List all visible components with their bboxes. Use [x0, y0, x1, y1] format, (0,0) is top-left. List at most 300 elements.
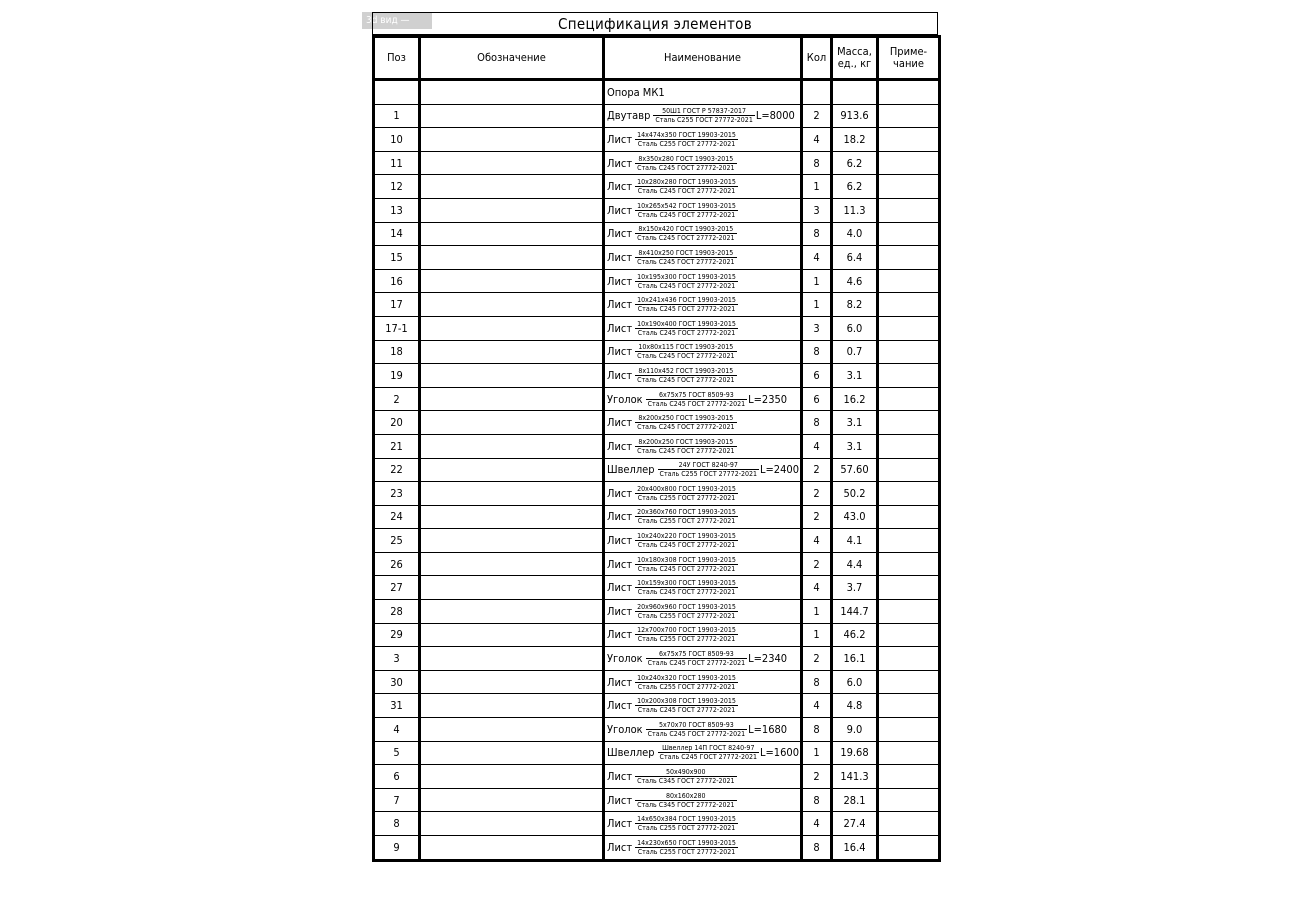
- cell-name: [604, 340, 802, 364]
- item-kind: Лист: [607, 699, 633, 713]
- table-row: [374, 623, 940, 647]
- col-header-pos: Поз: [374, 37, 420, 80]
- cell-note: [878, 128, 940, 152]
- cell-name: [604, 576, 802, 600]
- cell-qty: 6: [802, 364, 832, 388]
- item-profile: 20x960x960 ГОСТ 19903-2015: [637, 602, 736, 611]
- table-row: [374, 741, 940, 765]
- item-length: L=8000: [755, 109, 795, 123]
- cell-designation: [420, 293, 604, 317]
- cell-name: [604, 765, 802, 789]
- header-row: [374, 37, 940, 80]
- cell-designation: [420, 600, 604, 624]
- cell-qty: 2: [802, 647, 832, 671]
- cell-mass: 16.1: [832, 647, 878, 671]
- item-profile: 8x200x250 ГОСТ 19903-2015: [638, 437, 734, 446]
- item-material: Сталь С255 ГОСТ 27772-2021: [635, 611, 738, 620]
- cell-name: [604, 175, 802, 199]
- item-kind: Лист: [607, 486, 633, 500]
- item-material: Сталь С245 ГОСТ 27772-2021: [635, 304, 738, 313]
- item-material: Сталь С245 ГОСТ 27772-2021: [637, 375, 735, 384]
- cell-note: [878, 222, 940, 246]
- cell-qty: 1: [802, 623, 832, 647]
- table-row: [374, 411, 940, 435]
- item-profile: 10x190x400 ГОСТ 19903-2015: [637, 319, 736, 328]
- cell-pos: 2: [374, 387, 420, 411]
- item-spec: [635, 414, 736, 431]
- cell-name: [604, 151, 802, 175]
- item-profile: 10x80x115 ГОСТ 19903-2015: [638, 343, 734, 352]
- cell-mass: 6.2: [832, 151, 878, 175]
- item-kind: Лист: [607, 156, 633, 170]
- cell-designation: [420, 647, 604, 671]
- cell-qty: 2: [802, 552, 832, 576]
- cell-mass: 43.0: [832, 505, 878, 529]
- cell-note: [878, 647, 940, 671]
- table-row: [374, 482, 940, 506]
- item-spec: [635, 603, 738, 620]
- cell-pos: 8: [374, 812, 420, 836]
- table-row: [374, 222, 940, 246]
- cell-designation: [420, 151, 604, 175]
- table-row: [374, 434, 940, 458]
- cell-note: [878, 718, 940, 742]
- table-row: [374, 836, 940, 861]
- item-profile: 8x200x250 ГОСТ 19903-2015: [638, 414, 734, 423]
- cell-name: [604, 623, 802, 647]
- item-material: Сталь С245 ГОСТ 27772-2021: [635, 210, 738, 219]
- cell-note: [878, 411, 940, 435]
- cell-note: [878, 836, 940, 861]
- item-material: Сталь С255 ГОСТ 27772-2021: [635, 516, 738, 525]
- table-row: [374, 694, 940, 718]
- item-material: Сталь С255 ГОСТ 27772-2021: [659, 470, 757, 479]
- cell-name: [604, 505, 802, 529]
- col-header-note: Приме- чание: [878, 37, 940, 80]
- cell-note: [878, 670, 940, 694]
- item-spec: [658, 744, 759, 761]
- cell-pos: 14: [374, 222, 420, 246]
- cell-pos: 7: [374, 788, 420, 812]
- cell-qty: 6: [802, 387, 832, 411]
- cell-mass: 4.8: [832, 694, 878, 718]
- table-row: [374, 788, 940, 812]
- item-profile: 10x240x220 ГОСТ 19903-2015: [637, 532, 736, 541]
- cell-pos: 3: [374, 647, 420, 671]
- item-kind: Лист: [607, 534, 633, 548]
- cell-note: [878, 741, 940, 765]
- item-profile: 80x160x280: [666, 791, 706, 800]
- item-profile: 8x410x250 ГОСТ 19903-2015: [638, 248, 734, 257]
- cell-name: [604, 387, 802, 411]
- table-row: [374, 387, 940, 411]
- cell-pos: 4: [374, 718, 420, 742]
- cell-mass: 6.4: [832, 246, 878, 270]
- cell-note: [878, 80, 940, 105]
- cell-pos: 21: [374, 434, 420, 458]
- col-header-name: Наименование: [604, 37, 802, 80]
- cell-note: [878, 104, 940, 128]
- cell-qty: 8: [802, 718, 832, 742]
- item-length: L=1600: [760, 746, 799, 760]
- item-material: Сталь С245 ГОСТ 27772-2021: [635, 281, 738, 290]
- table-row: [374, 505, 940, 529]
- item-spec: [635, 296, 738, 313]
- table-row: [374, 128, 940, 152]
- cell-designation: [420, 80, 604, 105]
- specification-table: [372, 35, 941, 862]
- item-spec: [635, 225, 736, 242]
- item-spec: [635, 131, 738, 148]
- cell-pos: 20: [374, 411, 420, 435]
- item-kind: Лист: [607, 203, 633, 217]
- cell-name: [604, 647, 802, 671]
- cell-qty: 8: [802, 151, 832, 175]
- item-spec: [635, 815, 738, 832]
- cell-mass: 28.1: [832, 788, 878, 812]
- item-kind: Лист: [607, 817, 633, 831]
- cell-pos: 30: [374, 670, 420, 694]
- item-material: Сталь С255 ГОСТ 27772-2021: [635, 493, 738, 502]
- cell-qty: 4: [802, 812, 832, 836]
- cell-mass: 4.6: [832, 269, 878, 293]
- cell-mass: [832, 80, 878, 105]
- item-material: Сталь С245 ГОСТ 27772-2021: [635, 705, 738, 714]
- item-spec: [635, 249, 736, 266]
- item-spec: [635, 343, 736, 360]
- item-profile: 12x700x700 ГОСТ 19903-2015: [637, 626, 736, 635]
- cell-name: [604, 600, 802, 624]
- cell-note: [878, 151, 940, 175]
- cell-designation: [420, 104, 604, 128]
- cell-qty: 4: [802, 576, 832, 600]
- item-kind: Лист: [607, 368, 633, 382]
- cell-note: [878, 387, 940, 411]
- cell-pos: 12: [374, 175, 420, 199]
- item-spec: [635, 485, 738, 502]
- item-spec: [635, 178, 738, 195]
- cell-qty: 2: [802, 482, 832, 506]
- cell-qty: 2: [802, 505, 832, 529]
- cell-note: [878, 269, 940, 293]
- cell-name: [604, 198, 802, 222]
- item-material: Сталь С245 ГОСТ 27772-2021: [659, 753, 757, 762]
- table-row: [374, 529, 940, 553]
- cell-qty: 1: [802, 175, 832, 199]
- item-material: Сталь С255 ГОСТ 27772-2021: [635, 634, 738, 643]
- cell-note: [878, 812, 940, 836]
- item-spec: [635, 556, 738, 573]
- cell-pos: 18: [374, 340, 420, 364]
- item-material: Сталь С245 ГОСТ 27772-2021: [647, 659, 746, 668]
- cell-note: [878, 529, 940, 553]
- cell-mass: 913.6: [832, 104, 878, 128]
- cell-mass: 16.4: [832, 836, 878, 861]
- item-kind: Уголок: [607, 722, 643, 736]
- cell-name: [604, 482, 802, 506]
- item-profile: 10x180x308 ГОСТ 19903-2015: [637, 555, 736, 564]
- cell-qty: [802, 80, 832, 105]
- item-kind: Лист: [607, 274, 633, 288]
- item-kind: Уголок: [607, 652, 643, 666]
- item-material: Сталь С245 ГОСТ 27772-2021: [637, 163, 735, 172]
- table-row: [374, 600, 940, 624]
- cell-pos: 25: [374, 529, 420, 553]
- item-profile: 10x241x436 ГОСТ 19903-2015: [637, 296, 736, 305]
- cell-note: [878, 600, 940, 624]
- cell-mass: 11.3: [832, 198, 878, 222]
- cell-designation: [420, 529, 604, 553]
- cell-pos: 13: [374, 198, 420, 222]
- item-kind: Двутавр: [607, 109, 651, 123]
- cell-note: [878, 458, 940, 482]
- cell-mass: 141.3: [832, 765, 878, 789]
- cell-note: [878, 576, 940, 600]
- item-profile: 8x150x420 ГОСТ 19903-2015: [638, 225, 734, 234]
- cell-designation: [420, 505, 604, 529]
- cell-note: [878, 694, 940, 718]
- cell-qty: 3: [802, 316, 832, 340]
- table-row: [374, 175, 940, 199]
- item-material: Сталь С255 ГОСТ 27772-2021: [635, 682, 738, 691]
- cell-pos: 11: [374, 151, 420, 175]
- cell-mass: 4.1: [832, 529, 878, 553]
- item-spec: [635, 438, 736, 455]
- col-header-mass: Масса, ед., кг: [832, 37, 878, 80]
- item-kind: Лист: [607, 180, 633, 194]
- cell-designation: [420, 741, 604, 765]
- cell-pos: 6: [374, 765, 420, 789]
- item-material: Сталь С245 ГОСТ 27772-2021: [637, 423, 735, 432]
- cell-designation: [420, 458, 604, 482]
- item-kind: Швеллер: [607, 463, 655, 477]
- cell-pos: [374, 80, 420, 105]
- item-spec: [635, 839, 738, 856]
- cell-designation: [420, 246, 604, 270]
- item-spec: [635, 202, 738, 219]
- cell-qty: 8: [802, 411, 832, 435]
- cell-pos: 1: [374, 104, 420, 128]
- item-material: Сталь С345 ГОСТ 27772-2021: [637, 800, 735, 809]
- item-kind: Лист: [607, 581, 633, 595]
- cell-designation: [420, 364, 604, 388]
- item-material: Сталь С245 ГОСТ 27772-2021: [635, 328, 738, 337]
- cell-qty: 3: [802, 198, 832, 222]
- cell-note: [878, 788, 940, 812]
- cell-pos: 24: [374, 505, 420, 529]
- cell-pos: 26: [374, 552, 420, 576]
- cell-pos: 5: [374, 741, 420, 765]
- item-spec: [635, 626, 738, 643]
- cell-pos: 23: [374, 482, 420, 506]
- cell-qty: 4: [802, 128, 832, 152]
- table-row: [374, 316, 940, 340]
- cell-name: [604, 670, 802, 694]
- cell-qty: 8: [802, 670, 832, 694]
- cell-designation: [420, 434, 604, 458]
- cell-designation: [420, 812, 604, 836]
- view-tab[interactable]: 3d вид —: [362, 12, 432, 29]
- table-row: [374, 151, 940, 175]
- cell-name: [604, 458, 802, 482]
- item-material: Сталь С245 ГОСТ 27772-2021: [637, 234, 735, 243]
- cell-note: [878, 552, 940, 576]
- cell-qty: 8: [802, 222, 832, 246]
- cell-pos: 10: [374, 128, 420, 152]
- specification-sheet: [372, 12, 938, 862]
- item-spec: [635, 697, 738, 714]
- cell-name: [604, 812, 802, 836]
- cell-qty: 2: [802, 458, 832, 482]
- cell-name: [604, 246, 802, 270]
- cell-designation: [420, 836, 604, 861]
- cell-note: [878, 364, 940, 388]
- cell-mass: 6.2: [832, 175, 878, 199]
- cell-pos: 17: [374, 293, 420, 317]
- item-spec: [635, 792, 736, 809]
- table-row: [374, 458, 940, 482]
- cell-mass: 3.1: [832, 364, 878, 388]
- item-kind: Лист: [607, 321, 633, 335]
- table-row: [374, 340, 940, 364]
- cell-mass: 3.7: [832, 576, 878, 600]
- item-length: L=2350: [748, 392, 788, 406]
- cell-pos: 31: [374, 694, 420, 718]
- item-kind: Лист: [607, 132, 633, 146]
- table-row: [374, 552, 940, 576]
- cell-pos: 17-1: [374, 316, 420, 340]
- group-row: [374, 80, 940, 105]
- item-profile: 6x75x75 ГОСТ 8509-93: [658, 390, 734, 399]
- item-profile: 24У ГОСТ 8240-97: [678, 461, 738, 470]
- item-material: Сталь С245 ГОСТ 27772-2021: [635, 587, 738, 596]
- cell-designation: [420, 411, 604, 435]
- table-row: [374, 647, 940, 671]
- item-kind: Лист: [607, 793, 633, 807]
- item-profile: 50Ш1 ГОСТ Р 57837-2017: [662, 107, 747, 116]
- cell-designation: [420, 552, 604, 576]
- item-profile: 10x159x300 ГОСТ 19903-2015: [637, 579, 736, 588]
- cell-mass: 6.0: [832, 670, 878, 694]
- cell-name: [604, 836, 802, 861]
- table-row: [374, 670, 940, 694]
- item-kind: Уголок: [607, 392, 643, 406]
- item-material: Сталь С245 ГОСТ 27772-2021: [637, 352, 735, 361]
- item-kind: Лист: [607, 628, 633, 642]
- cell-qty: 8: [802, 788, 832, 812]
- item-profile: 20x360x760 ГОСТ 19903-2015: [637, 508, 736, 517]
- cell-mass: 16.2: [832, 387, 878, 411]
- cell-qty: 4: [802, 246, 832, 270]
- cell-note: [878, 316, 940, 340]
- item-spec: [635, 320, 738, 337]
- table-title: Спецификация элементов: [372, 12, 938, 35]
- item-profile: 6x75x75 ГОСТ 8509-93: [658, 650, 734, 659]
- cell-qty: 4: [802, 529, 832, 553]
- cell-pos: 15: [374, 246, 420, 270]
- cell-qty: 1: [802, 600, 832, 624]
- cell-designation: [420, 765, 604, 789]
- item-profile: 10x265x542 ГОСТ 19903-2015: [637, 201, 736, 210]
- item-material: Сталь С245 ГОСТ 27772-2021: [635, 540, 738, 549]
- cell-name: [604, 529, 802, 553]
- cell-designation: [420, 198, 604, 222]
- cell-mass: 9.0: [832, 718, 878, 742]
- col-header-qty: Кол: [802, 37, 832, 80]
- item-profile: 20x400x800 ГОСТ 19903-2015: [637, 484, 736, 493]
- item-kind: Лист: [607, 604, 633, 618]
- cell-designation: [420, 623, 604, 647]
- item-spec: [646, 650, 747, 667]
- item-material: Сталь С255 ГОСТ 27772-2021: [655, 116, 753, 125]
- cell-name: [604, 552, 802, 576]
- item-kind: Лист: [607, 250, 633, 264]
- cell-qty: 1: [802, 293, 832, 317]
- cell-pos: 22: [374, 458, 420, 482]
- cell-designation: [420, 694, 604, 718]
- group-label: Опора МК1: [604, 80, 802, 105]
- item-kind: Лист: [607, 298, 633, 312]
- cell-qty: 2: [802, 765, 832, 789]
- cell-pos: 16: [374, 269, 420, 293]
- item-material: Сталь С345 ГОСТ 27772-2021: [637, 777, 735, 786]
- item-profile: 14x474x350 ГОСТ 19903-2015: [637, 130, 736, 139]
- item-material: Сталь С245 ГОСТ 27772-2021: [637, 257, 735, 266]
- item-material: Сталь С245 ГОСТ 27772-2021: [647, 729, 746, 738]
- cell-note: [878, 505, 940, 529]
- cell-name: [604, 128, 802, 152]
- item-kind: Лист: [607, 675, 633, 689]
- item-length: L=1680: [748, 722, 788, 736]
- cell-mass: 144.7: [832, 600, 878, 624]
- cell-qty: 8: [802, 340, 832, 364]
- cell-name: [604, 222, 802, 246]
- table-row: [374, 293, 940, 317]
- item-spec: [646, 721, 747, 738]
- cell-name: [604, 104, 802, 128]
- item-material: Сталь С255 ГОСТ 27772-2021: [635, 847, 738, 856]
- cell-note: [878, 293, 940, 317]
- item-profile: 14x230x650 ГОСТ 19903-2015: [637, 838, 736, 847]
- cell-designation: [420, 482, 604, 506]
- item-spec: [635, 579, 738, 596]
- table-row: [374, 718, 940, 742]
- item-kind: Лист: [607, 770, 633, 784]
- cell-note: [878, 434, 940, 458]
- item-profile: 10x200x308 ГОСТ 19903-2015: [637, 697, 736, 706]
- cell-name: [604, 316, 802, 340]
- col-header-designation: Обозначение: [420, 37, 604, 80]
- cell-mass: 57.60: [832, 458, 878, 482]
- item-kind: Лист: [607, 345, 633, 359]
- item-kind: Швеллер: [607, 746, 655, 760]
- item-length: L=2340: [748, 652, 788, 666]
- cell-note: [878, 246, 940, 270]
- cell-qty: 1: [802, 741, 832, 765]
- cell-designation: [420, 718, 604, 742]
- cell-note: [878, 765, 940, 789]
- item-profile: 10x240x320 ГОСТ 19903-2015: [637, 673, 736, 682]
- cell-name: [604, 364, 802, 388]
- item-spec: [653, 107, 754, 124]
- item-spec: [635, 508, 738, 525]
- cell-qty: 4: [802, 694, 832, 718]
- cell-mass: 3.1: [832, 434, 878, 458]
- table-row: [374, 198, 940, 222]
- item-material: Сталь С245 ГОСТ 27772-2021: [635, 186, 738, 195]
- item-kind: Лист: [607, 510, 633, 524]
- item-spec: [635, 155, 736, 172]
